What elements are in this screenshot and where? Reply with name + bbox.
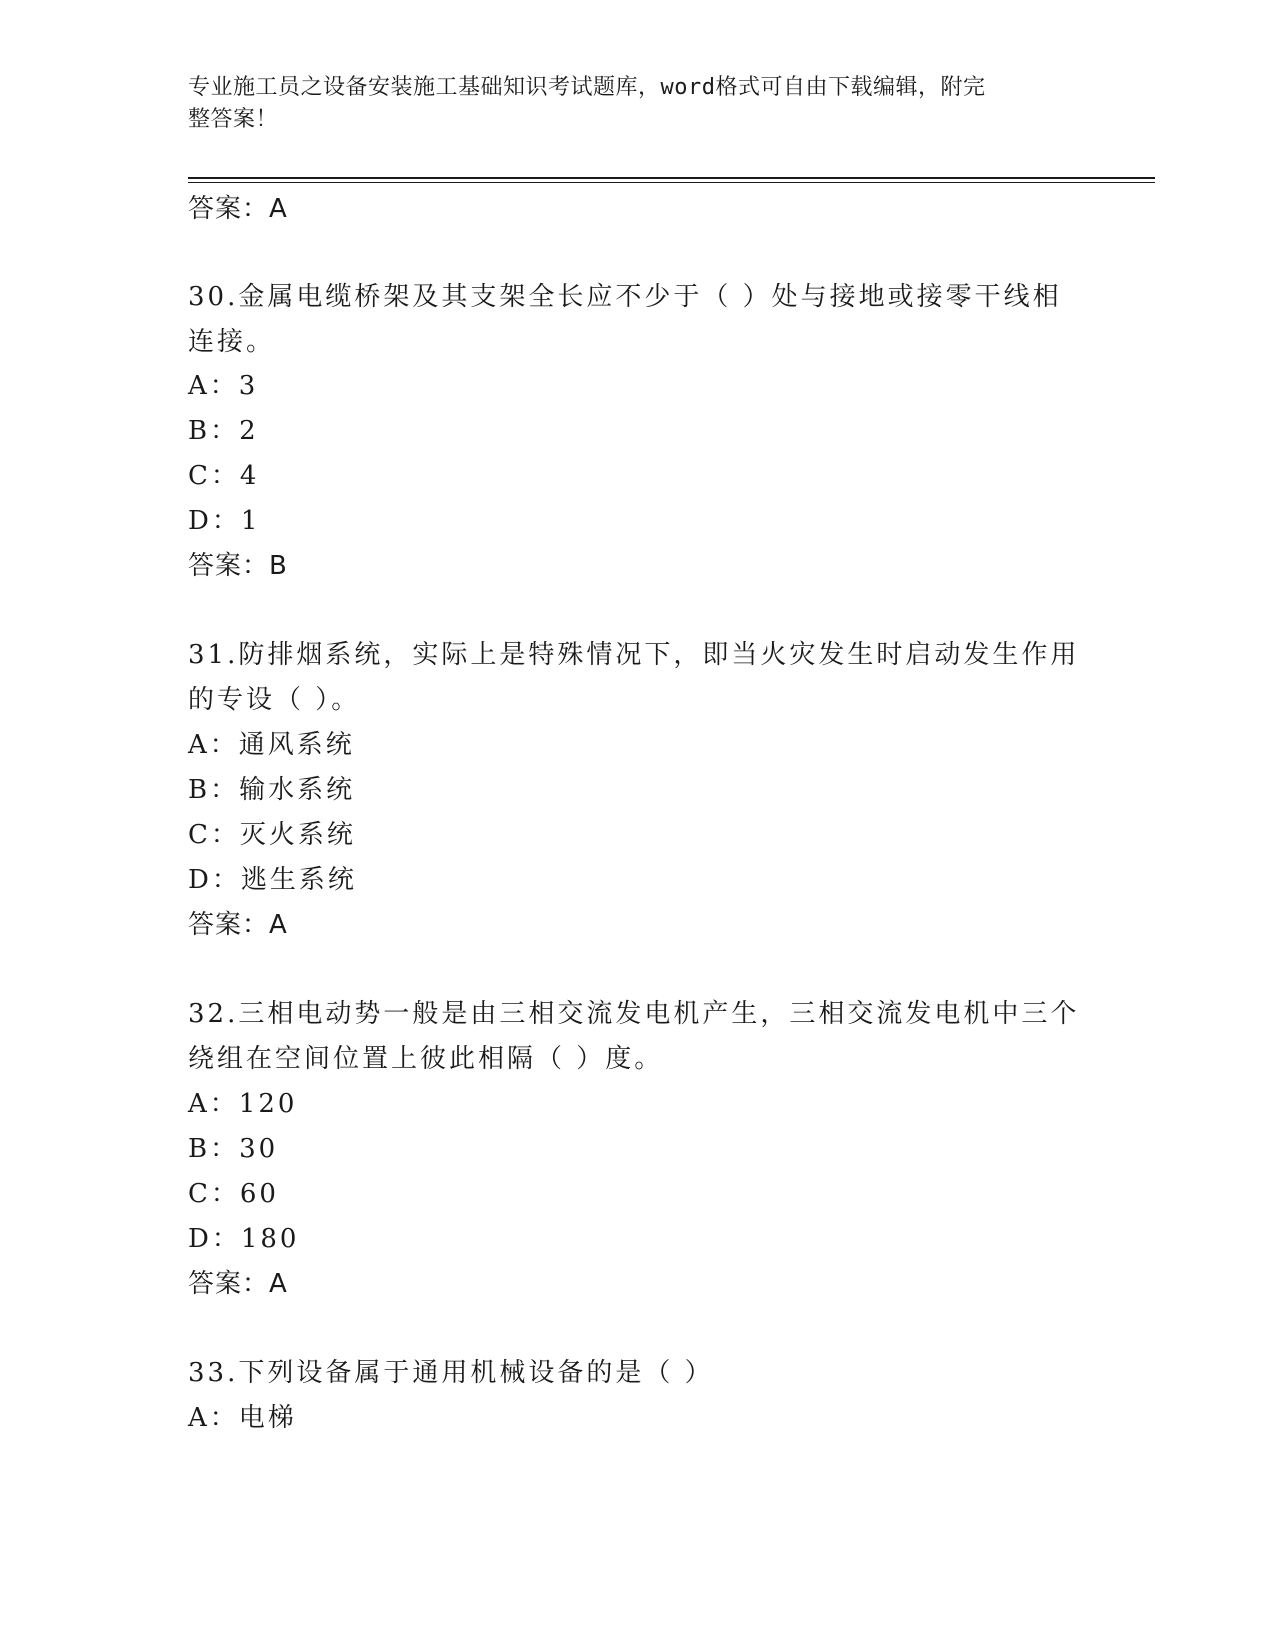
document-header: [188, 72, 1068, 136]
question-32-option-d: D：180: [188, 1224, 300, 1254]
question-30-option-b: B：2: [188, 416, 259, 446]
question-33-option-a: A：电梯: [188, 1403, 297, 1433]
question-31-line-1: 31.防排烟系统，实际上是特殊情况下，即当火灾发生时启动发生作用: [188, 640, 1080, 670]
question-33-line-1: 33.下列设备属于通用机械设备的是（ ）: [188, 1358, 714, 1388]
question-32-line-1: 32.三相电动势一般是由三相交流发电机产生，三相交流发电机中三个: [188, 999, 1080, 1029]
question-31-line-2: 的专设（ ）。: [188, 685, 361, 715]
question-32-option-c: C：60: [188, 1179, 279, 1209]
question-30-option-c: C：4: [188, 461, 260, 491]
question-30-line-2: 连接。: [188, 327, 276, 357]
header-divider-thin: [188, 182, 1155, 183]
header-line-1: 专业施工员之设备安装施工基础知识考试题库，word格式可自由下载编辑，附完: [188, 75, 986, 100]
header-divider-thick: [188, 177, 1155, 179]
question-31-option-c: C：灭火系统: [188, 820, 356, 850]
question-30-option-a: A：3: [188, 371, 259, 401]
answer-31: 答案：A: [188, 910, 288, 940]
question-30-option-d: D：1: [188, 506, 261, 536]
question-32-option-b: B：30: [188, 1134, 279, 1164]
question-32-option-a: A：120: [188, 1089, 298, 1119]
question-32-line-2: 绕组在空间位置上彼此相隔（ ）度。: [188, 1044, 664, 1074]
question-31-option-d: D：逃生系统: [188, 865, 357, 895]
header-line-2: 整答案！: [188, 107, 279, 132]
answer-30: 答案：B: [188, 551, 288, 581]
answer-32: 答案：A: [188, 1269, 288, 1299]
question-31-option-a: A：通风系统: [188, 730, 355, 760]
answer-29: 答案：A: [188, 194, 288, 224]
question-30-line-1: 30.金属电缆桥架及其支架全长应不少于（ ）处与接地或接零干线相: [188, 282, 1062, 312]
question-31-option-b: B：输水系统: [188, 775, 356, 805]
